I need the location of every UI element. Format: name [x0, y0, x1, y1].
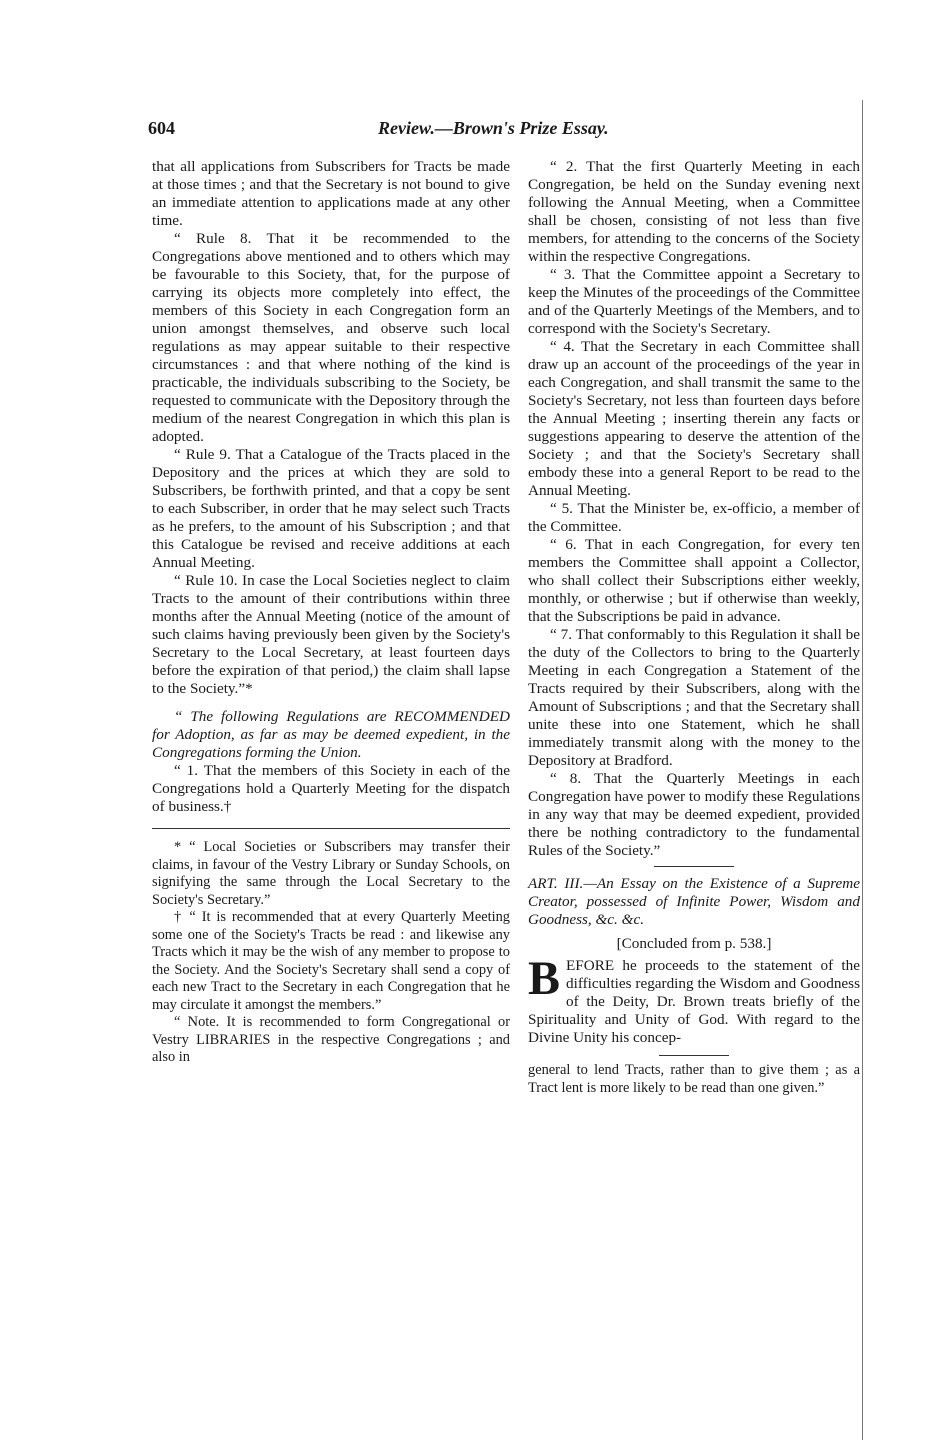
regulation-5: “ 5. That the Minister be, ex-officio, a member of the Committee.	[528, 500, 860, 535]
page-header	[148, 118, 863, 140]
regulation-3: “ 3. That the Committee appoint a Secretary to keep the Minutes of the proceedings of the Committee and of the Quarterly Meetings of the Members, and to correspond with the Society's Secretary.	[528, 266, 860, 337]
regulation-4: “ 4. That the Secretary in each Committee shall draw up an account of the proceedings of the year in each Congregation, and shall transmit the same to the Society's Secretary, not less than fourteen days before the Annual Meeting ; inserting therein any facts or suggestions appearing to deserve the attention of the Society ; and that the Society's Secretary shall embody these into a general Report to be read to the Annual Meeting.	[528, 338, 860, 499]
right-column	[528, 158, 860, 1097]
footnote-dagger: † “ It is recommended that at every Quarterly Meeting some one of the Society's Tracts be read : and likewise any Tracts which it may be the wish of any member to propose to the Society. And the Society's Secretary shall send a copy of each new Tract to the Secretary in each Congregation that he may circulate it amongst the members.”	[152, 909, 510, 1013]
article-body-text: EFORE he proceeds to the statement of the difficulties regarding the Wisdom and Goodness of the Deity, Dr. Brown treats briefly of the Spirituality and Unity of God. With regard to the Divine Unity his concep-	[528, 957, 860, 1046]
rule-9: “ Rule 9. That a Catalogue of the Tracts placed in the Depository and the prices at which they are sold to Subscribers, be forthwith printed, and that a copy be sent to each Subscriber, in order that he may select such Tracts as he prefers, to the amount of his Subscription ; and that this Catalogue be revised and receive additions at each Annual Meeting.	[152, 446, 510, 571]
regulations-intro: “ The following Regulations are RECOMMENDED for Adoption, as far as may be deemed expedient, in the Congregations forming the Union.	[152, 708, 510, 761]
regulation-6: “ 6. That in each Congregation, for every ten members the Committee shall appoint a Collector, who shall collect their Subscriptions either weekly, monthly, or otherwise ; but if otherwise than weekly, that the Subscriptions be paid in advance.	[528, 536, 860, 625]
article-heading: ART. III.—An Essay on the Existence of a Supreme Creator, possessed of Infinite Power, Wisdom and Goodness, &c. &c.	[528, 875, 860, 928]
article-body	[528, 952, 860, 1047]
rule-10: “ Rule 10. In case the Local Societies neglect to claim Tracts to the amount of their contributions within three months after the Annual Meeting (notice of the amount of such claims having previously been given by the Society's Secretary to the Local Secretary, at least fourteen days before the expiration of that period,) the claim shall lapse to the Society.”*	[152, 572, 510, 697]
footnote-rule	[152, 828, 510, 829]
drop-cap: B	[528, 952, 561, 1005]
article-section	[528, 875, 860, 1097]
left-column	[152, 158, 510, 1067]
running-title: Review.—Brown's Prize Essay.	[378, 118, 609, 138]
footnote-star: * “ Local Societies or Subscribers may transfer their claims, in favour of the Vestry Library or Sunday Schools, on signifying the same through the Local Secretary to the Society's Secretary.”	[152, 839, 510, 908]
regulation-7: “ 7. That conformably to this Regulation it shall be the duty of the Collectors to bring to the Quarterly Meeting in each Congregation a Statement of the Tracts required by their Subscribers, along with the Amount of Subscriptions ; and that the Secretary shall unite these into one Statement, which he shall immediately transmit along with the money to the Depository at Bradford.	[528, 626, 860, 769]
regulation-8: “ 8. That the Quarterly Meetings in each Congregation have power to modify these Regulations in any way that may be deemed expedient, provided there be nothing contradictory to the fundamental Rules of the Society.”	[528, 770, 860, 859]
page-number: 604	[148, 118, 175, 138]
page-edge-rule	[862, 100, 863, 1440]
rule-8: “ Rule 8. That it be recommended to the Congregations above mentioned and to others which may be favourable to this Society, that, for the purpose of carrying its objects more completely into effect, the members of this Society in each Congregation form an union amongst themselves, and observe such local regulations as may appear suitable to their respective circumstances : and that where nothing of the kind is practicable, the individuals subscribing to the Society, be requested to communicate with the Depository through the medium of the nearest Congregation in which this plan is adopted.	[152, 230, 510, 445]
concluded-note: [Concluded from p. 538.]	[616, 935, 772, 952]
regulation-2: “ 2. That the first Quarterly Meeting in each Congregation, be held on the Sunday evening next following the Annual Meeting, when a Committee shall be chosen, consisting of not less than five members, for attending to the concerns of the Society within the respective Congregations.	[528, 158, 860, 265]
footnote-rule	[659, 1055, 729, 1056]
footnote-note: “ Note. It is recommended to form Congregational or Vestry LIBRARIES in the respective Congregations ; and also in	[152, 1014, 510, 1065]
section-divider	[654, 866, 734, 867]
footnote-fragment: general to lend Tracts, rather than to give them ; as a Tract lent is more likely to be read than one given.”	[528, 1062, 860, 1096]
paragraph: that all applications from Subscribers for Tracts be made at those times ; and that the Secretary is not bound to give an immediate attention to applications made at any other time.	[152, 158, 510, 229]
regulation-1: “ 1. That the members of this Society in each of the Congregations hold a Quarterly Meeting for the dispatch of business.†	[152, 762, 510, 815]
